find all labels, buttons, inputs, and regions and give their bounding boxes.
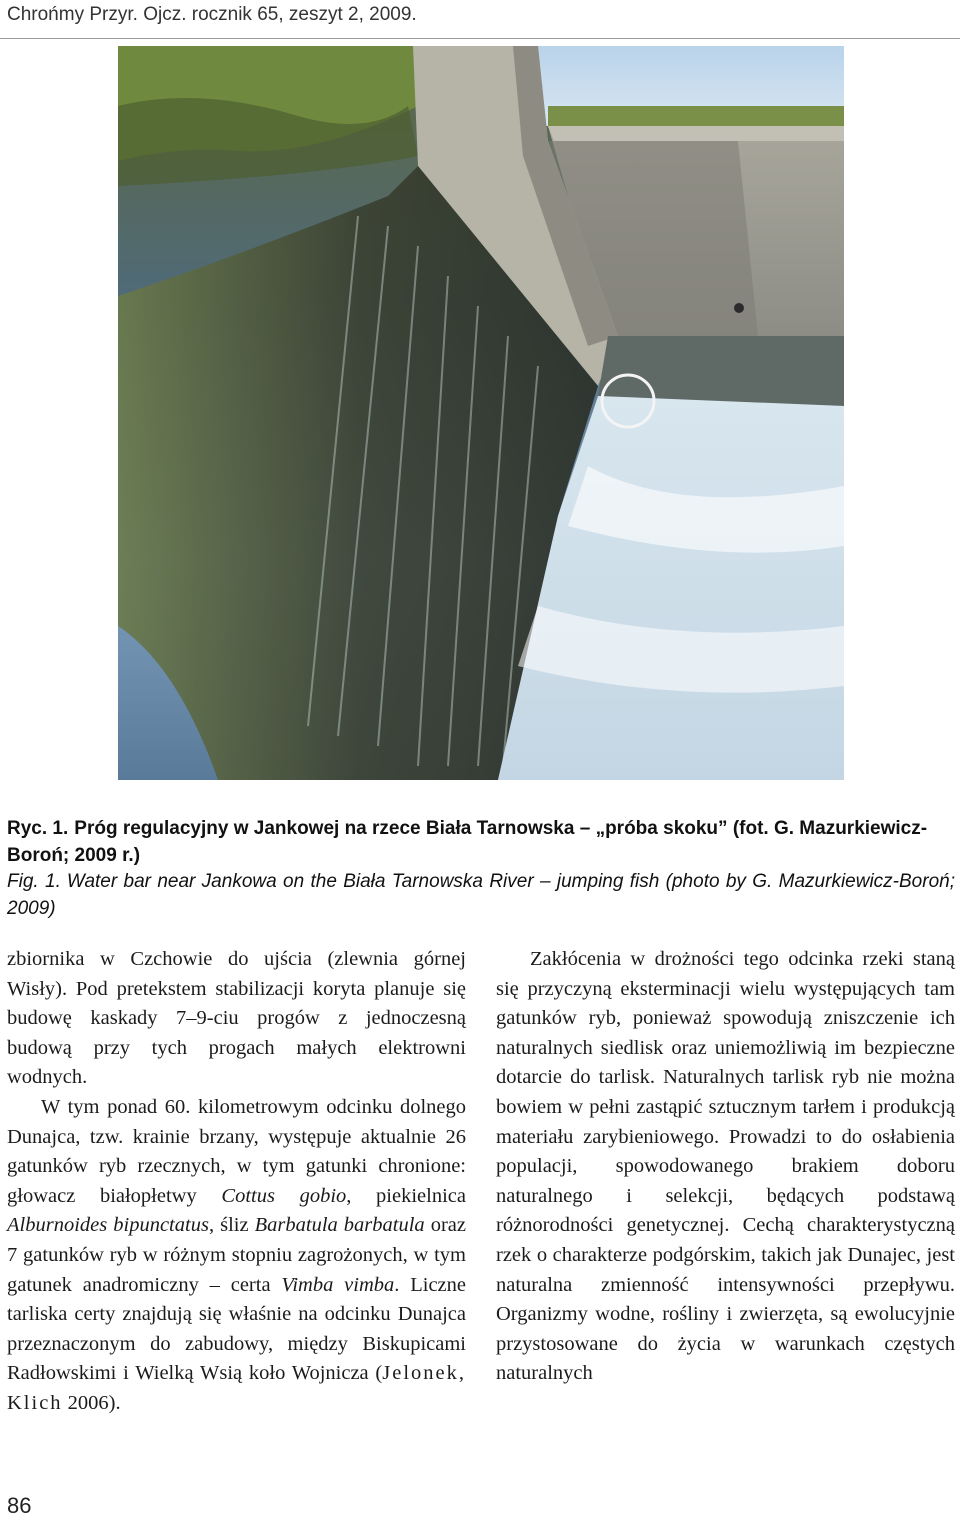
species-name: Barbatula barbatula	[254, 1214, 425, 1237]
figure-caption-en	[7, 868, 955, 922]
text-run: oraz 7 gatunków ryb w różnym stopniu zagrożonych, w tym gatunek anadromiczny – certa	[7, 1214, 467, 1296]
paragraph: zbiornika w Czchowie do ujścia (zlewnia górnej Wisły). Pod pretekstem stabilizacji koryta planuje się budowę kaskady 7–9-ciu progów z jednoczesną budową przy tych progach małych elektrowni wodnych.	[7, 948, 466, 1089]
figure-caption-pl	[7, 815, 955, 869]
text-run: 2006).	[62, 1391, 121, 1414]
page-number: 86	[7, 1493, 32, 1518]
caption-label-pl: Ryc. 1.	[7, 818, 69, 839]
header-rule	[0, 38, 960, 39]
caption-label-en: Fig. 1.	[7, 871, 61, 892]
paragraph	[7, 1093, 466, 1419]
caption-text-pl: Próg regulacyjny w Jankowej na rzece Biała Tarnowska – „próba skoku” (fot. G. Mazurkiewicz-Boroń; 2009 r.)	[7, 818, 928, 866]
body-column-right	[496, 945, 955, 1389]
running-header: Chrońmy Przyr. Ojcz. rocznik 65, zeszyt 2, 2009.	[7, 4, 417, 25]
text-run: , piekielnica	[346, 1184, 466, 1207]
species-name: Alburnoides bipunctatus	[7, 1214, 209, 1237]
body-column-left	[7, 945, 466, 1419]
text-run: W tym ponad 60. kilometrowym odcinku dolnego Dunajca, tzw. krainie brzany, występuje aktualnie 26 gatunków ryb rzecznych, w tym gatunki chronione: głowacz białopłetwy	[7, 1095, 466, 1207]
paragraph: Zakłócenia w drożności tego odcinka rzeki staną się przyczyną eksterminacji wielu występujących tam gatunków ryb, ponieważ spowodują zniszczenie ich naturalnych siedlisk oraz uniemożliwią im bezpieczne dotarcie do tarlisk. Naturalnych tarlisk ryb nie można bowiem w pełni zastąpić sztucznym tarłem i produkcją materiału zarybieniowego. Prowadzi to do osłabienia populacji, spowodowanego brakiem doboru naturalnego i selekcji, będących podstawą różnorodności genetycznej. Cechą charakterystyczną rzek o charakterze podgórskim, takich jak Dunajec, jest naturalna zmienność intensywności przepływu. Organizmy wodne, rośliny i zwierzęta, są ewolucyjnie przystosowane do życia w warunkach częstych naturalnych	[496, 948, 955, 1385]
text-run: . Liczne tarliska certy znajdują się właśnie na odcinku Dunajca przeznaczonym do zabudowy, między Biskupicami Radłowskimi i Wielką Wsią koło Wojnicza (	[7, 1273, 466, 1385]
text-run: , śliz	[208, 1214, 255, 1237]
figure-photo	[118, 46, 844, 780]
citation-authors: Jelonek, Klich	[7, 1362, 466, 1414]
species-name: Vimba vimba	[281, 1273, 395, 1296]
weir-photo-illustration	[118, 46, 844, 780]
caption-text-en: Water bar near Jankowa on the Biała Tarnowska River – jumping fish (photo by G. Mazurkiewicz-Boroń; 2009)	[7, 871, 955, 919]
species-name: Cottus gobio	[221, 1184, 347, 1207]
